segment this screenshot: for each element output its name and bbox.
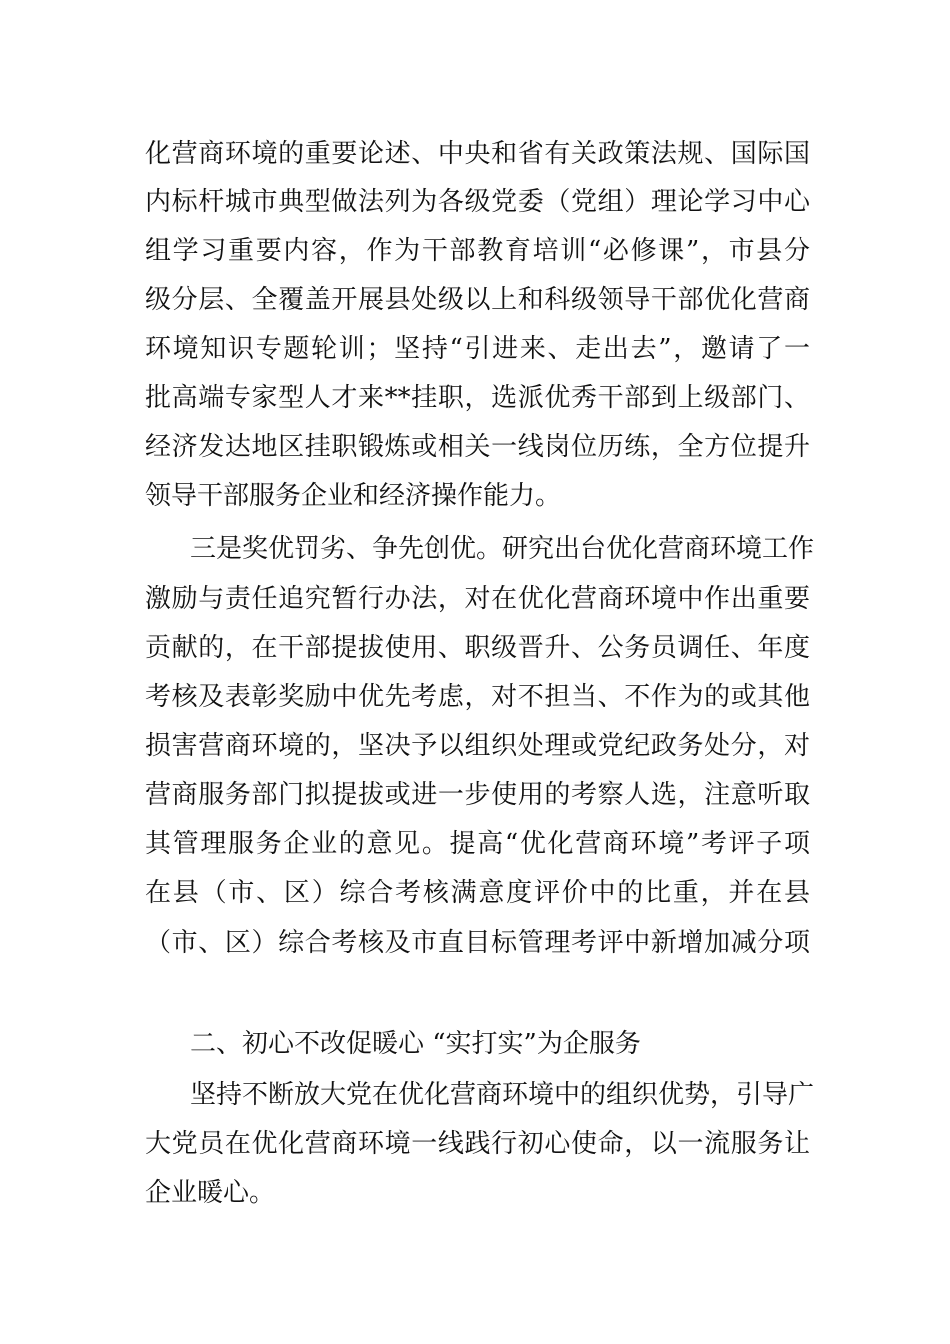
paragraph-line: 三是奖优罚劣、争先创优。研究出台优化营商环境工作	[190, 534, 815, 564]
paragraph-line: 营商服务部门拟提拔或进一步使用的考察人选，注意听取	[145, 780, 810, 810]
paragraph-line: 经济发达地区挂职锻炼或相关一线岗位历练，全方位提升	[145, 432, 810, 462]
paragraph-line: 批高端专家型人才来**挂职，选派优秀干部到上级部门、	[145, 383, 810, 413]
paragraph-line: 损害营商环境的，坚决予以组织处理或党纪政务处分，对	[145, 731, 810, 761]
paragraph-line: 在县（市、区）综合考核满意度评价中的比重，并在县	[145, 878, 810, 908]
paragraph-line: 坚持不断放大党在优化营商环境中的组织优势，引导广	[190, 1080, 815, 1110]
paragraph-line: 领导干部服务企业和经济操作能力。	[145, 481, 562, 511]
paragraph-line: 内标杆城市典型做法列为各级党委（党组）理论学习中心	[145, 187, 810, 217]
paragraph-line: （市、区）综合考核及市直目标管理考评中新增加减分项	[145, 928, 810, 958]
paragraph-line: 其管理服务企业的意见。提高“优化营商环境”考评子项	[145, 829, 810, 859]
paragraph-line: 组学习重要内容，作为干部教育培训“必修课”，市县分	[145, 236, 810, 266]
paragraph-line: 激励与责任追究暂行办法，对在优化营商环境中作出重要	[145, 584, 810, 614]
paragraph-line: 贡献的，在干部提拔使用、职级晋升、公务员调任、年度	[145, 633, 810, 663]
paragraph-line: 级分层、全覆盖开展县处级以上和科级领导干部优化营商	[145, 285, 810, 315]
paragraph-line: 考核及表彰奖励中优先考虑，对不担当、不作为的或其他	[145, 682, 810, 712]
paragraph-line: 企业暖心。	[145, 1178, 276, 1208]
paragraph-line: 化营商环境的重要论述、中央和省有关政策法规、国际国	[145, 139, 810, 169]
paragraph-line: 大党员在优化营商环境一线践行初心使命，以一流服务让	[145, 1129, 810, 1159]
paragraph-line: 环境知识专题轮训；坚持“引进来、走出去”，邀请了一	[145, 334, 810, 364]
section-heading: 二、初心不改促暖心 “实打实”为企服务	[190, 1029, 641, 1059]
